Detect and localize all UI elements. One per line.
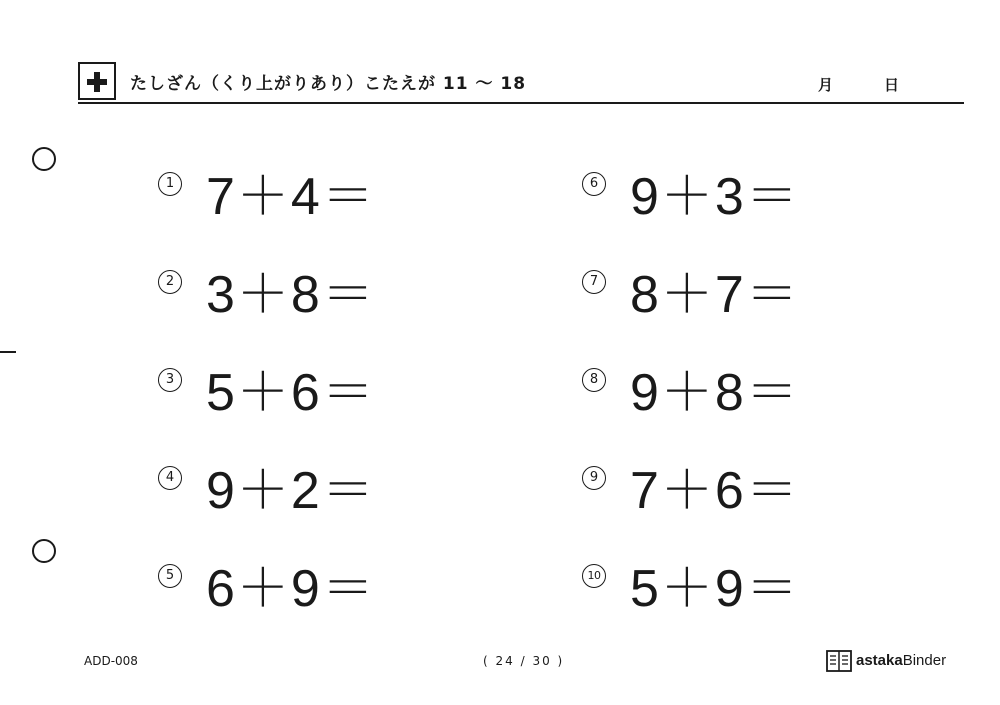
problem-expression: 7＋4＝ xyxy=(206,168,376,226)
book-icon xyxy=(826,650,852,672)
problem-number: 1 xyxy=(158,172,182,196)
problem-expression: 6＋9＝ xyxy=(206,560,376,618)
problem-number: 2 xyxy=(158,270,182,294)
worksheet-header xyxy=(78,62,964,104)
problem-expression: 8＋7＝ xyxy=(630,266,800,324)
binder-hole-bottom xyxy=(32,539,56,563)
plus-icon xyxy=(78,62,116,100)
problem-number: 6 xyxy=(582,172,606,196)
day-label: 日 xyxy=(884,76,900,94)
problem-expression: 3＋8＝ xyxy=(206,266,376,324)
problem-number: 4 xyxy=(158,466,182,490)
problem-number: 8 xyxy=(582,368,606,392)
problem-number: 5 xyxy=(158,564,182,588)
brand-name: astakaBinder xyxy=(856,652,947,669)
binder-hole-top xyxy=(32,147,56,171)
problem-expression: 5＋9＝ xyxy=(630,560,800,618)
fold-mark xyxy=(0,351,16,353)
problem-number: 9 xyxy=(582,466,606,490)
month-label: 月 xyxy=(818,76,834,94)
problem-number: 10 xyxy=(582,564,606,588)
page-indicator: ( 24 / 30 ) xyxy=(483,654,565,668)
problem-number: 3 xyxy=(158,368,182,392)
problem-number: 7 xyxy=(582,270,606,294)
worksheet-code: ADD-008 xyxy=(84,654,138,668)
problem-expression: 9＋3＝ xyxy=(630,168,800,226)
problem-expression: 7＋6＝ xyxy=(630,462,800,520)
worksheet-title: たしざん（くり上がりあり）こたえが 11 〜 18 xyxy=(130,74,527,94)
problem-expression: 9＋8＝ xyxy=(630,364,800,422)
problem-expression: 5＋6＝ xyxy=(206,364,376,422)
problem-expression: 9＋2＝ xyxy=(206,462,376,520)
